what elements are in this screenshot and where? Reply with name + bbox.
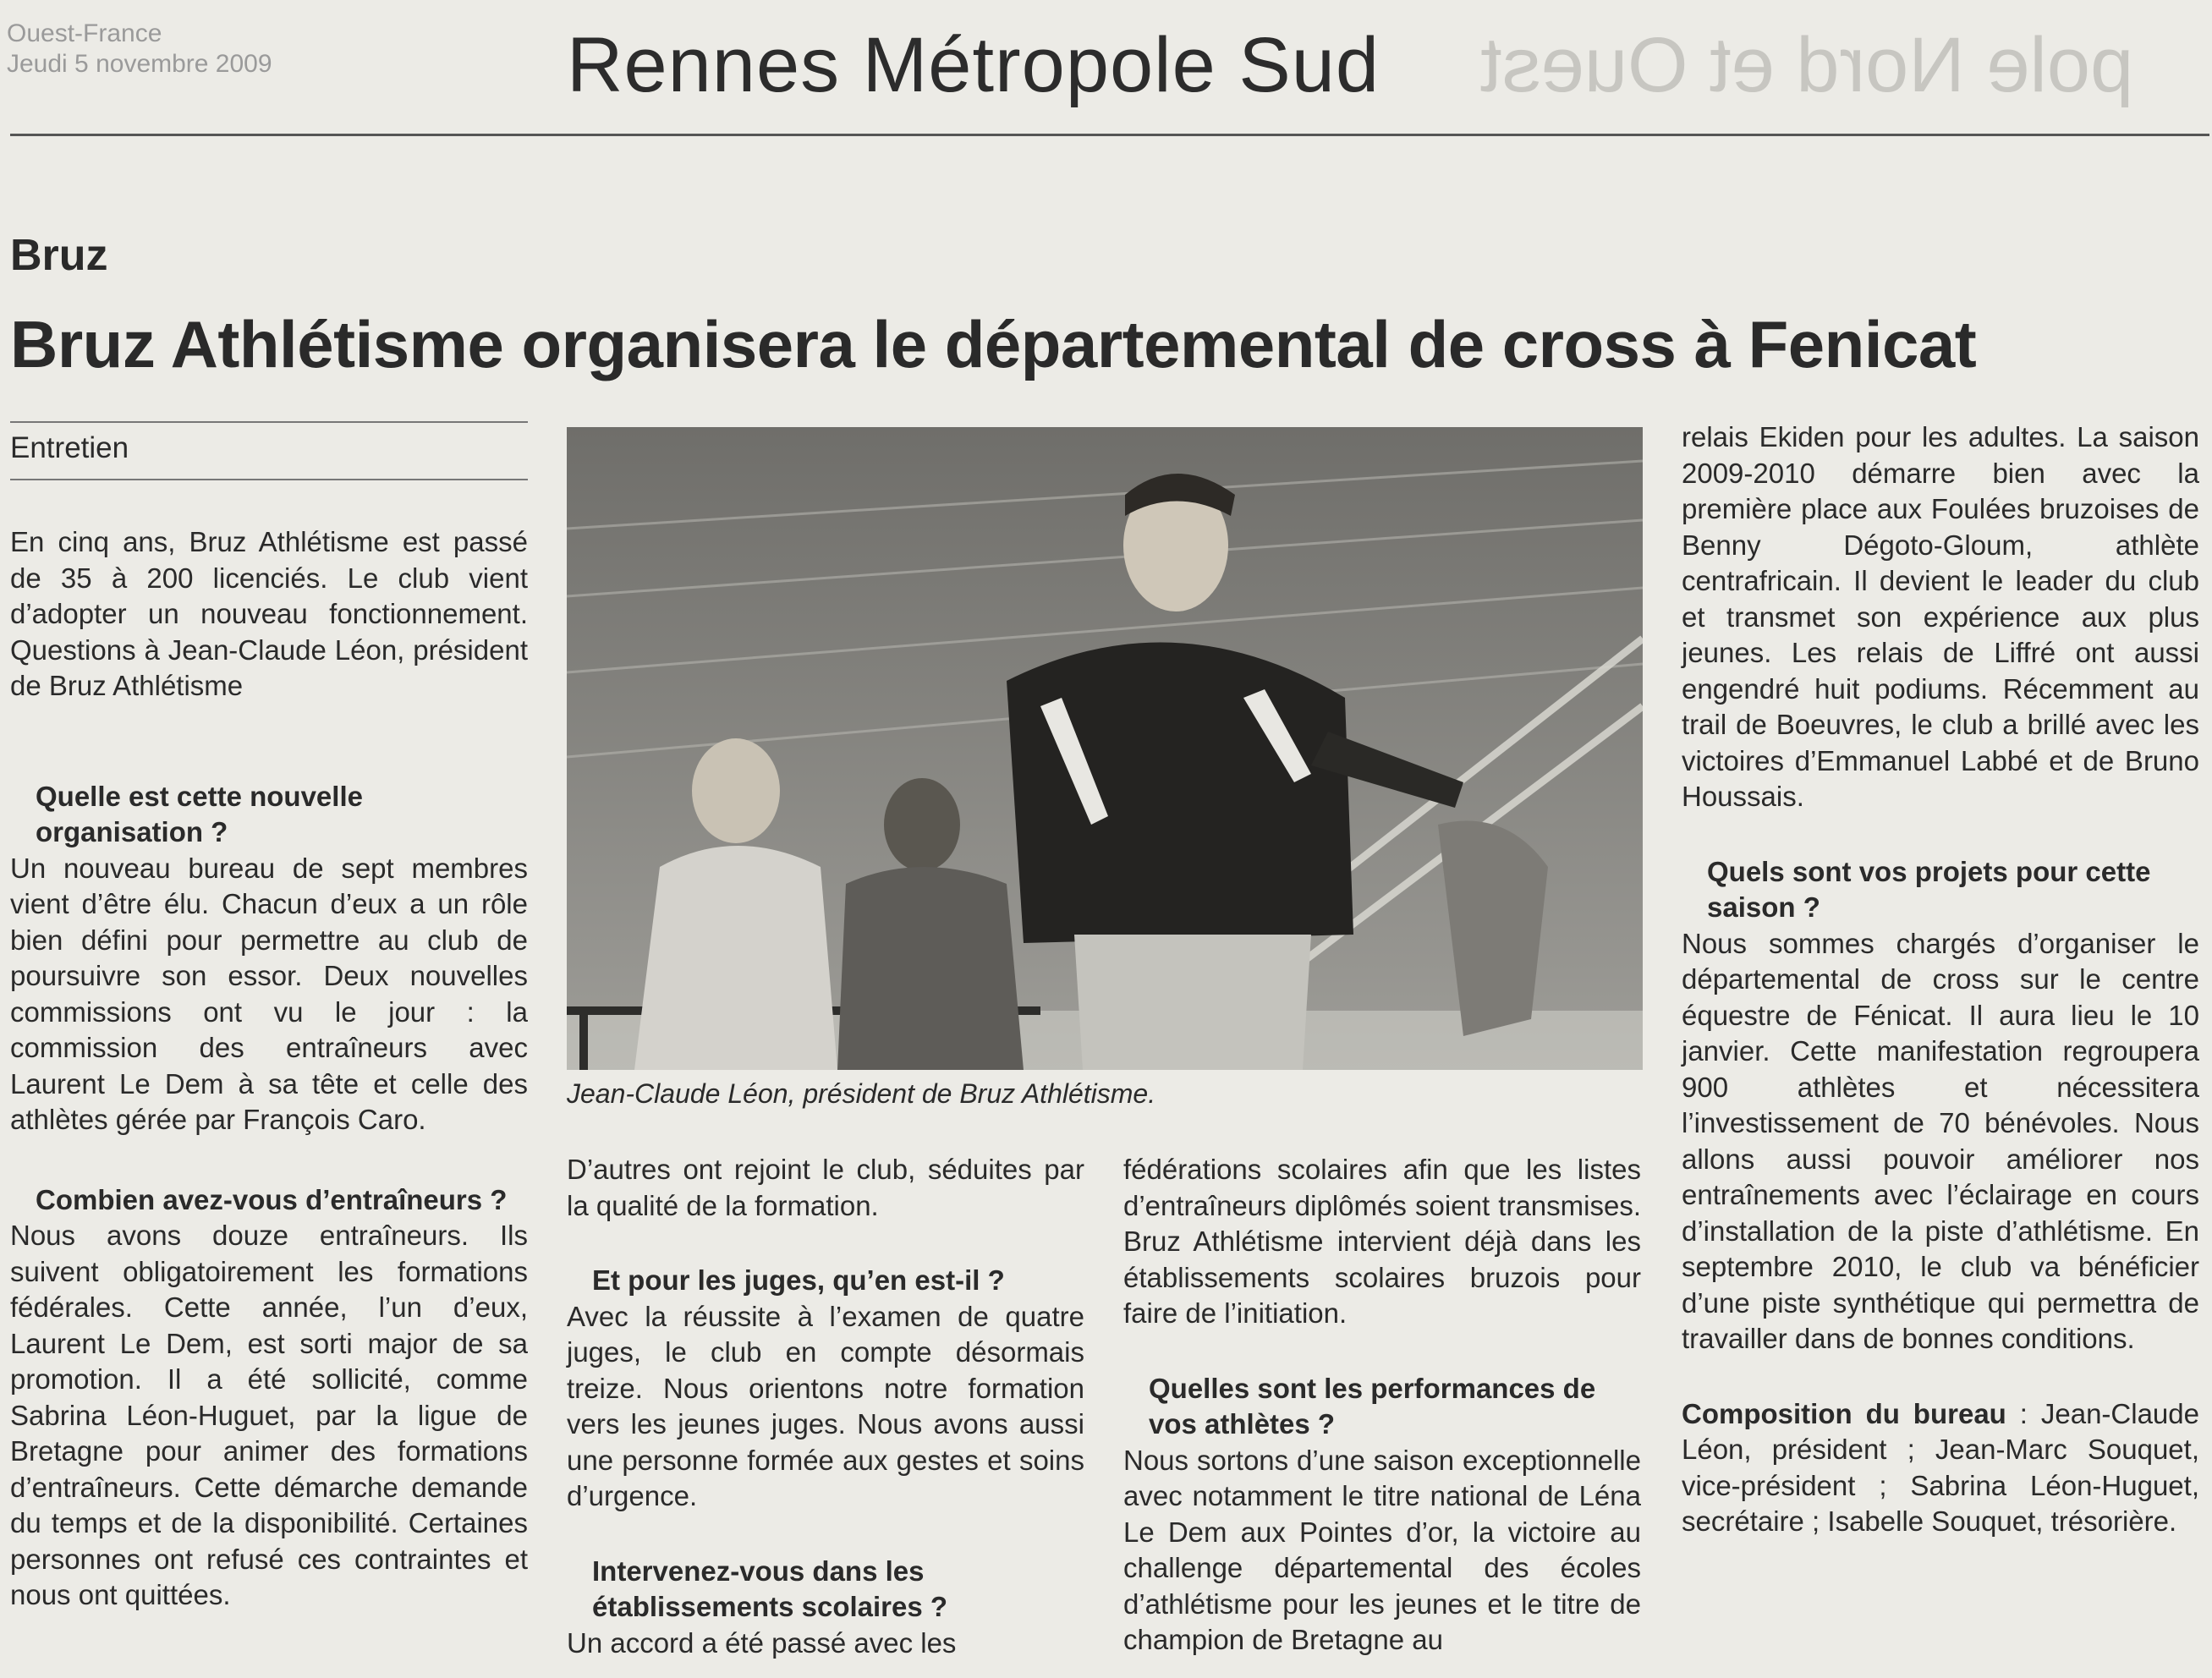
column-3 <box>1123 1152 1641 1659</box>
answer-etablissements-continued: fédérations scolaires afin que les listes d’entraîneurs diplômés soient transmises. Bruz Athlétisme intervient déjà dans les établissements scolaires bruzois pour faire de l’initiation. <box>1123 1154 1641 1329</box>
column-2 <box>567 1152 1084 1661</box>
masthead <box>0 0 2212 135</box>
answer-entraineurs-continued: D’autres ont rejoint le club, séduites par la qualité de la formation. <box>567 1154 1084 1221</box>
column-4 <box>1682 420 2199 1540</box>
answer-juges: Avec la réussite à l’examen de quatre juges, le club en compte désormais treize. Nous orientons notre formation vers les jeunes juges. Nous avons aussi une personne formée aux gestes et soins d’urgence. <box>567 1300 1084 1511</box>
question-entraineurs: Combien avez-vous d’entraîneurs ? <box>36 1183 508 1215</box>
answer-etablissements: Un accord a été passé avec les <box>567 1626 957 1659</box>
question-etablissements: Intervenez-vous dans les établissements scolaires ? <box>592 1555 948 1622</box>
answer-performances-continued: relais Ekiden pour les adultes. La saison 2009-2010 démarre bien avec la première place aux Foulées bruzoises de Benny Dégoto-Gloum, athlète centrafricain. Il devient le leader du club et transmet son expérience aux plus jeunes. Les relais de Liffré ont aussi engendré huit podiums. Récemment au trail de Boeuvres, le club a brillé avec les victoires d’Emmanuel Labbé et de Bruno Houssais. <box>1682 421 2199 812</box>
photo-illustration <box>567 427 1643 1070</box>
question-performances: Quelles sont les performances de vos athlètes ? <box>1149 1372 1596 1439</box>
article-intro: En cinq ans, Bruz Athlétisme est passé de 35 à 200 licenciés. Le club vient d’adopter un nouveau fonctionnement. Questions à Jean-Claude Léon, président de Bruz Athlétisme <box>10 526 528 701</box>
article-photo <box>567 427 1643 1070</box>
article-label: Entretien <box>10 431 129 464</box>
answer-entraineurs: Nous avons douze entraîneurs. Ils suivent obligatoirement les formations fédérales. Cette année, l’un d’eux, Laurent Le Dem, est sorti major de sa promotion. Il a été sollicité, comme Sabrina Léon-Huguet, par la ligue de Bretagne pour animer des formations d’entraîneurs. Cette démarche demande du temps et de la disponibilité. Certaines personnes ont refusé ces contraintes et nous ont quittées. <box>10 1220 528 1610</box>
publication-date: Jeudi 5 novembre 2009 <box>7 50 272 78</box>
photo-caption: Jean-Claude Léon, président de Bruz Athlétisme. <box>567 1078 1156 1109</box>
answer-organisation: Un nouveau bureau de sept membres vient d’être élu. Chacun d’eux a un rôle bien défini pour permettre au club de poursuivre son essor. Deux nouvelles commissions ont vu le jour : la commission des entraîneurs avec Laurent Le Dem à sa tête et celle des athlètes gérée par François Caro. <box>10 852 528 1135</box>
masthead-rule <box>10 134 2209 136</box>
answer-projets: Nous sommes chargés d’organiser le départemental de cross sur le centre équestre de Fénicat. Il aura lieu le 10 janvier. Cette manifestation regroupera 900 athlètes et nécessitera l’investissement de 70 bénévoles. Nous allons aussi pouvoir améliorer nos entraînements avec l’éclairage en cours d’installation de la piste d’athlétisme. En septembre 2010, le club va bénéficier d’une piste synthétique qui permettra de travailler dans de bonnes conditions. <box>1682 927 2199 1354</box>
bureau-composition <box>1682 1396 2199 1540</box>
section-title: Rennes Métropole Sud <box>567 22 1380 108</box>
answer-performances: Nous sortons d’une saison exceptionnelle avec notamment le titre national de Léna Le Dem aux Pointes d’or, la victoire au challenge départemental des écoles d’athlétisme pour les jeunes et le titre de champion de Bretagne au <box>1123 1444 1641 1655</box>
publication-info <box>7 19 272 80</box>
question-projets: Quels sont vos projets pour cette saison ? <box>1707 855 2151 923</box>
bureau-text: : Jean-Claude Léon, président ; Jean-Marc Souquet, vice-président ; Sabrina Léon-Huguet, secrétaire ; Isabelle Souquet, trésorière. <box>1682 1397 2199 1537</box>
question-juges: Et pour les juges, qu’en est-il ? <box>592 1264 1005 1296</box>
label-rule-top <box>10 421 528 423</box>
article-kicker: Bruz <box>10 231 108 280</box>
column-1 <box>10 524 528 1614</box>
bureau-label: Composition du bureau <box>1682 1397 2006 1429</box>
question-organisation: Quelle est cette nouvelle organisation ? <box>36 780 363 847</box>
label-rule-bottom <box>10 479 528 480</box>
article-headline: Bruz Athlétisme organisera le départemental de cross à Fenicat <box>10 307 1977 381</box>
bleed-through-section-title: pole Nord et Ouest <box>1480 22 2134 108</box>
publication-name: Ouest-France <box>7 19 162 47</box>
